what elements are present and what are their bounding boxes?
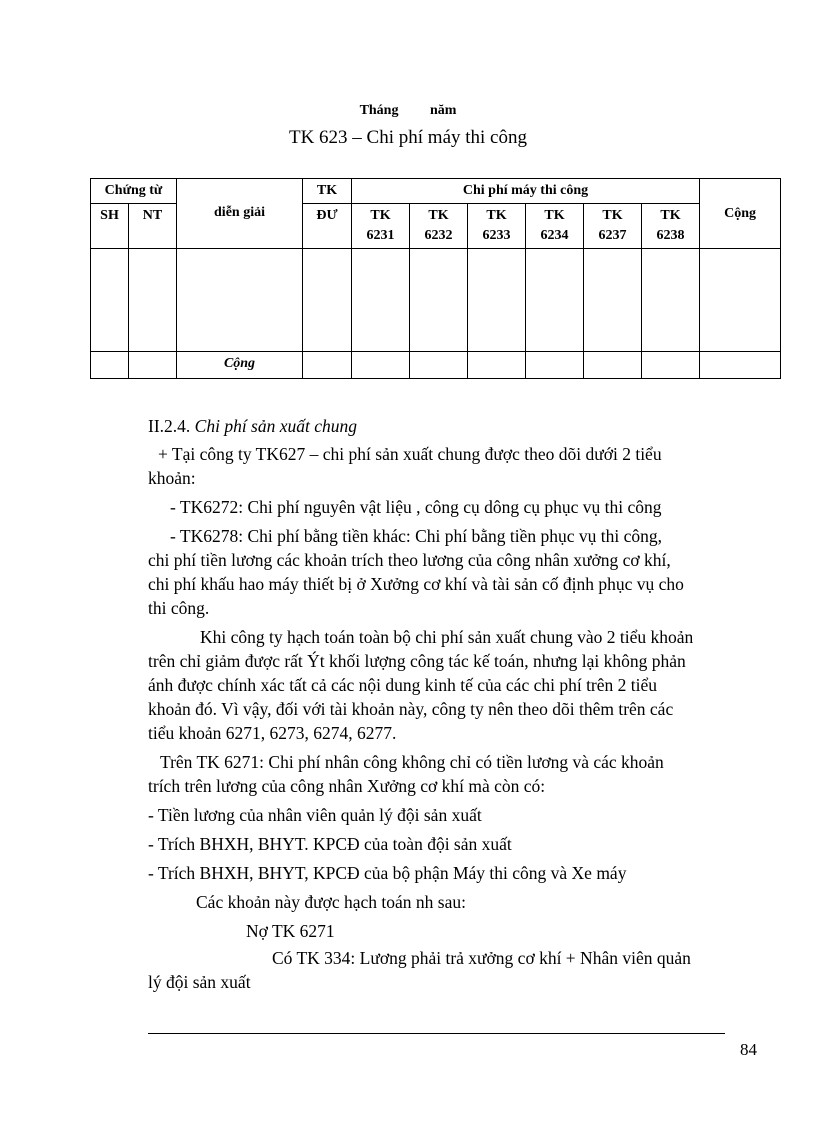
bullet-trich-may-thi-cong: - Trích BHXH, BHYT, KPCĐ của bộ phận Máy thi công và Xe máy	[148, 863, 627, 883]
footer-rule	[148, 1033, 725, 1034]
paragraph-2-line-2: chi phí tiền lương các khoản trích theo lương của công nhân xưởng cơ khí,	[148, 550, 671, 570]
col-tk-6238: TK 6238	[642, 204, 700, 249]
month-label: Tháng	[359, 103, 399, 118]
col-tk-top: TK	[303, 179, 352, 204]
total-label: Cộng	[177, 352, 303, 379]
paragraph-2-line-4: thi công.	[148, 598, 210, 618]
paragraph-4-line-2: trích trên lương của công nhân Xưởng cơ khí mà còn có:	[148, 776, 546, 796]
col-tk-6233: TK 6233	[468, 204, 526, 249]
paragraph-4-line-1: Trên TK 6271: Chi phí nhân công không chỉ có tiền lương và các khoản	[160, 752, 664, 772]
paragraph-5: Các khoản này được hạch toán nh sau:	[196, 892, 466, 912]
paragraph-7-line-2: lý đội sản xuất	[148, 972, 251, 992]
col-tk-6232: TK 6232	[410, 204, 468, 249]
section-number: II.2.4.	[148, 416, 191, 436]
col-sh: SH	[91, 204, 129, 249]
table-row	[91, 249, 781, 352]
paragraph-1-line-1: + Tại công ty TK627 – chi phí sản xuất chung được theo dõi dưới 2 tiểu	[158, 444, 662, 464]
col-tk-du: ĐƯ	[303, 204, 352, 249]
col-tk-6231: TK 6231	[352, 204, 410, 249]
paragraph-3-line-5: tiểu khoản 6271, 6273, 6274, 6277.	[148, 723, 397, 743]
ledger-table	[90, 178, 781, 379]
paragraph-7-line-1: Có TK 334: Lương phải trả xưởng cơ khí + Nhân viên quản	[272, 948, 691, 968]
bullet-trich-toan-doi: - Trích BHXH, BHYT. KPCĐ của toàn đội sản xuất	[148, 834, 512, 854]
col-tk-6237: TK 6237	[584, 204, 642, 249]
bullet-tien-luong: - Tiền lương của nhân viên quản lý đội sản xuất	[148, 805, 482, 825]
col-cong: Cộng	[700, 179, 781, 249]
col-tk-6234: TK 6234	[526, 204, 584, 249]
section-title: Chi phí sản xuất chung	[194, 416, 358, 436]
paragraph-3-line-1: Khi công ty hạch toán toàn bộ chi phí sản xuất chung vào 2 tiểu khoản	[200, 627, 694, 647]
col-nt: NT	[129, 204, 177, 249]
year-label: năm	[429, 103, 457, 118]
paragraph-2-line-3: chi phí khấu hao máy thiết bị ở Xưởng cơ khí và tài sản cố định phục vụ cho	[148, 574, 684, 594]
bullet-tk6272: - TK6272: Chi phí nguyên vật liệu , công cụ dông cụ phục vụ thi công	[170, 497, 662, 517]
paragraph-6-debit: Nợ TK 6271	[246, 921, 335, 941]
paragraph-1-line-2: khoản:	[148, 468, 196, 488]
paragraph-3-line-4: khoản đó. Vì vậy, đối với tài khoản này, công ty nên theo dõi thêm trên các	[148, 699, 674, 719]
col-group-chi-phi: Chi phí máy thi công	[352, 179, 700, 204]
table-total-row	[91, 352, 781, 379]
paragraph-3-line-2: trên chỉ giảm được rất Ýt khối lượng công tác kế toán, nhưng lại không phản	[148, 651, 686, 671]
page-number: 84	[740, 1040, 757, 1059]
col-dien-giai: diễn giải	[177, 179, 303, 249]
month-year-line	[0, 103, 816, 119]
paragraph-2-line-1: - TK6278: Chi phí bằng tiền khác: Chi phí bằng tiền phục vụ thi công,	[170, 526, 663, 546]
paragraph-3-line-3: ánh được chính xác tất cả các nội dung kinh tế của các chi phí trên 2 tiểu	[148, 675, 658, 695]
col-chung-tu: Chứng từ	[91, 179, 177, 204]
page-title: TK 623 – Chi phí máy thi công	[288, 127, 527, 148]
section-heading	[148, 414, 746, 438]
